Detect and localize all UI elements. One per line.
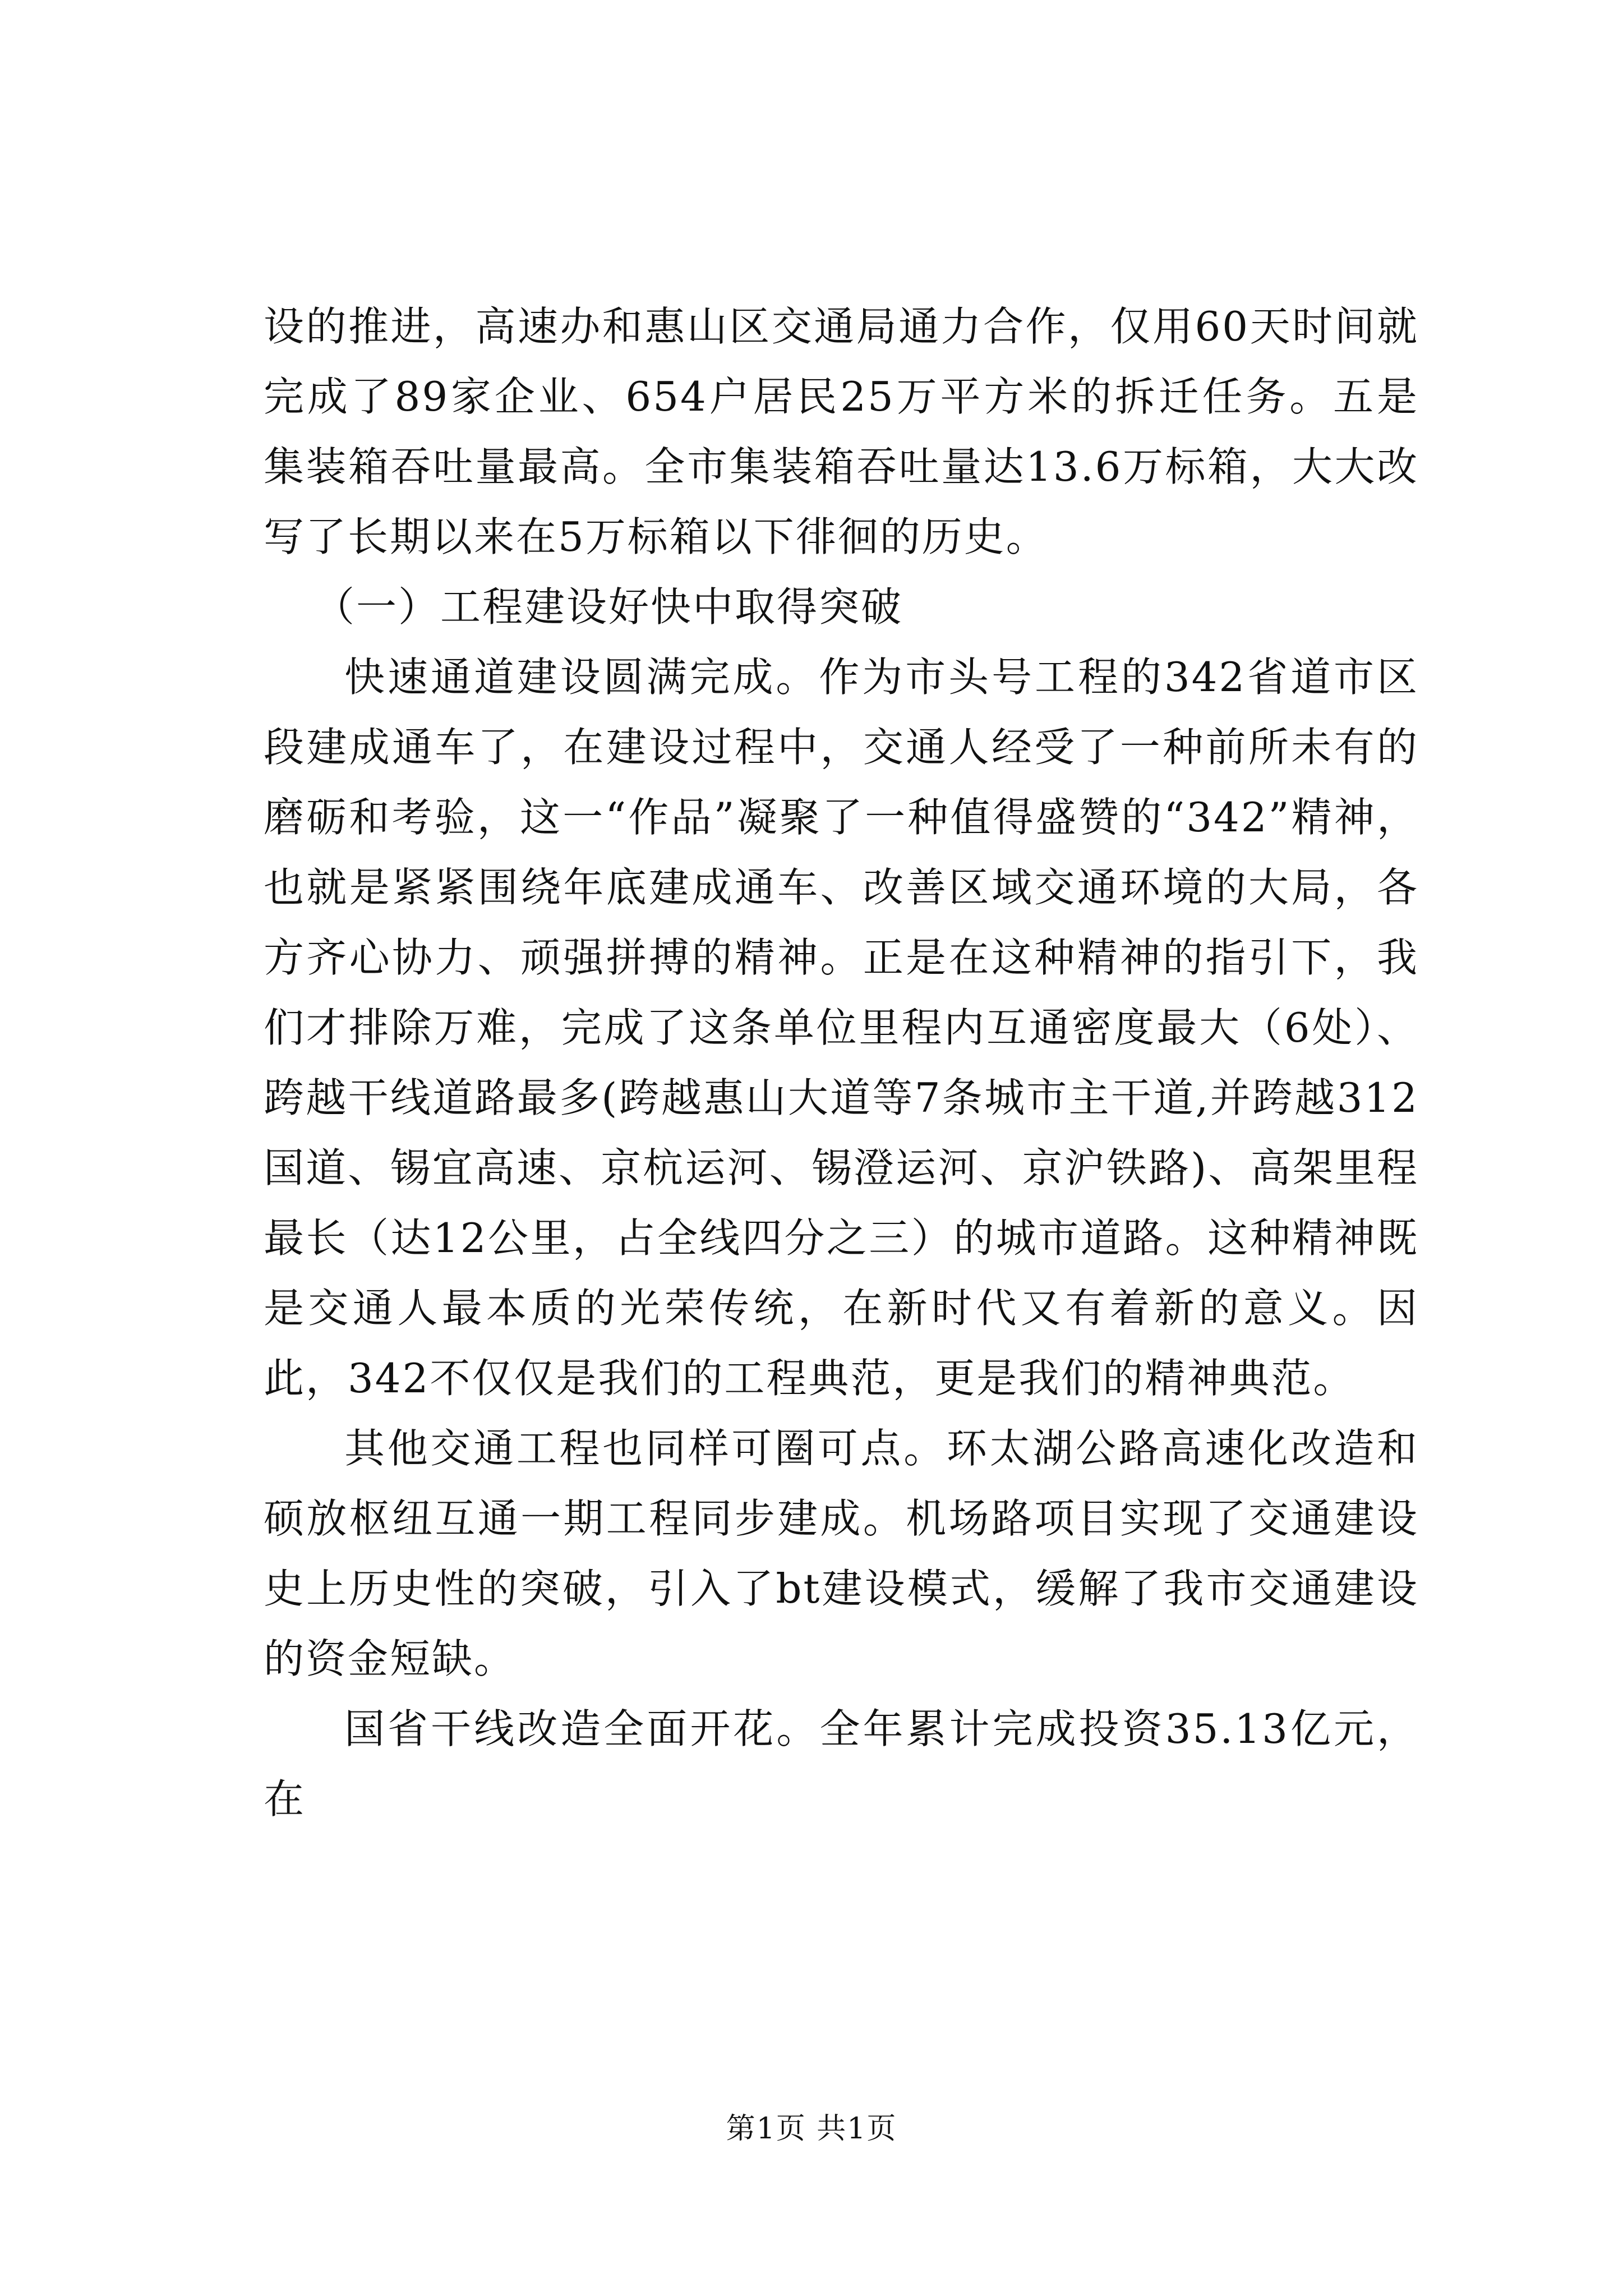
- page-number-label: 第1页 共1页: [726, 2112, 897, 2146]
- paragraph-express-channel: 快速通道建设圆满完成。作为市头号工程的342省道市区段建成通车了，在建设过程中，交通人经受了一种前所未有的磨砺和考验，这一“作品”凝聚了一种值得盛赞的“342”精神，也就是紧紧围绕年底建成通车、改善区域交通环境的大局，各方齐心协力、顽强拼搏的精神。正是在这种精神的指引下，我们才排除万难，完成了这条单位里程内互通密度最大（6处）、跨越干线道路最多(跨越惠山大道等7条城市主干道,并跨越312国道、锡宜高速、京杭运河、锡澄运河、京沪铁路)、高架里程最长（达12公里，占全线四分之三）的城市道路。这种精神既是交通人最本质的光荣传统，在新时代又有着新的意义。因此，342不仅仅是我们的工程典范，更是我们的精神典范。: [264, 654, 1419, 1402]
- paragraph-continuation: 设的推进，高速办和惠山区交通局通力合作，仅用60天时间就完成了89家企业、654户居民25万平方米的拆迁任务。五是集装箱吞吐量最高。全市集装箱吞吐量达13.6万标箱，大大改写了长期以来在5万标箱以下徘徊的历史。: [264, 303, 1419, 560]
- page-footer: [0, 2109, 1623, 2148]
- paragraph-other-projects: 其他交通工程也同样可圈可点。环太湖公路高速化改造和硕放枢纽互通一期工程同步建成。机场路项目实现了交通建设史上历史性的突破，引入了bt建设模式，缓解了我市交通建设的资金短缺。: [264, 1425, 1419, 1682]
- paragraph-trunk-road-renovation: 国省干线改造全面开花。全年累计完成投资35.13亿元，在: [264, 1705, 1419, 1823]
- section-heading: （一）工程建设好快中取得突破: [314, 583, 903, 631]
- document-body: [264, 292, 1419, 1834]
